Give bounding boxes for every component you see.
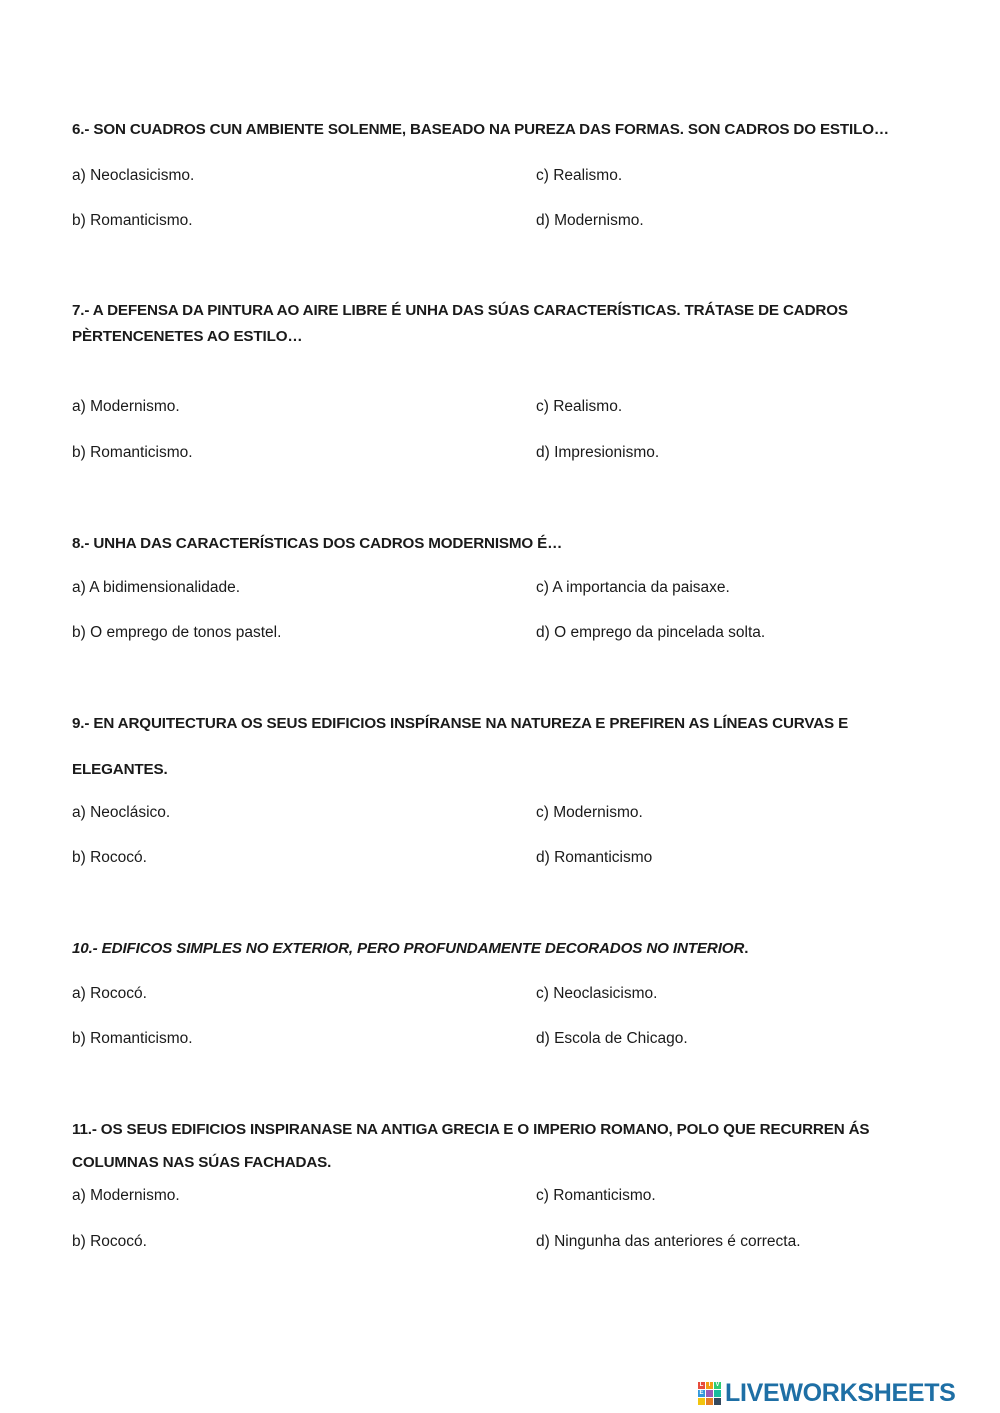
question-6-option-b: b) Romanticismo. [72,212,193,229]
question-8-text: 8.- UNHA DAS CARACTERÍSTICAS DOS CADROS MODERNISMO É… [72,535,563,552]
question-11-option-d: d) Ningunha das anteriores é correcta. [536,1233,801,1250]
question-9-option-c: c) Modernismo. [536,804,643,821]
question-9-option-d: d) Romanticismo [536,849,653,866]
question-11-option-c: c) Romanticismo. [536,1187,656,1204]
question-9-text-line-1: 9.- EN ARQUITECTURA OS SEUS EDIFICIOS INSPÍRANSE NA NATUREZA E PREFIREN AS LÍNEAS CURVAS E [72,715,849,732]
logo-cell: E [699,1389,704,1396]
liveworksheets-logo-text: LIVEWORKSHEETS [725,1378,956,1407]
question-11-text-line-2: COLUMNAS NAS SÚAS FACHADAS. [72,1154,332,1171]
question-6-option-d: d) Modernismo. [536,212,644,229]
question-11-text-line-1: 11.- OS SEUS EDIFICIOS INSPIRANASE NA ANTIGA GRECIA E O IMPERIO ROMANO, POLO QUE RECURREN ÁS [72,1121,870,1138]
question-10-option-d: d) Escola de Chicago. [536,1030,688,1047]
logo-cell: I [706,1382,713,1389]
question-9-option-a: a) Neoclásico. [72,804,171,821]
question-6-option-c: c) Realismo. [536,167,623,184]
question-6-option-a: a) Neoclasicismo. [72,167,195,184]
question-8-option-b: b) O emprego de tonos pastel. [72,624,282,641]
question-8-option-c: c) A importancia da paisaxe. [536,579,730,596]
question-11-option-b: b) Rococó. [72,1233,147,1250]
logo-cell [706,1398,713,1405]
question-7-text-line-2: PÈRTENCENETES AO ESTILO… [72,328,303,345]
question-11-option-a: a) Modernismo. [72,1187,180,1204]
liveworksheets-logo [698,1380,956,1406]
question-7-option-b: b) Romanticismo. [72,444,193,461]
question-7-option-a: a) Modernismo. [72,398,180,415]
logo-cell: V [715,1381,720,1388]
question-6-text: 6.- SON CUADROS CUN AMBIENTE SOLENME, BASEADO NA PUREZA DAS FORMAS. SON CADROS DO ESTILO… [72,121,889,138]
question-8-option-a: a) A bidimensionalidade. [72,579,241,596]
logo-cell: L [699,1381,704,1388]
question-7-option-c: c) Realismo. [536,398,623,415]
logo-cell [714,1390,721,1397]
question-9-option-b: b) Rococó. [72,849,147,866]
logo-cell [714,1398,721,1405]
question-10-period: . [744,940,749,957]
question-7-text-line-1: 7.- A DEFENSA DA PINTURA AO AIRE LIBRE É UNHA DAS SÚAS CARACTERÍSTICAS. TRÁTASE DE CADROS [72,302,848,319]
question-7-option-d: d) Impresionismo. [536,444,660,461]
logo-cell [706,1390,713,1397]
liveworksheets-logo-icon [698,1382,721,1405]
question-8-option-d: d) O emprego da pincelada solta. [536,624,766,641]
question-10-text [72,940,748,957]
question-10-option-b: b) Romanticismo. [72,1030,193,1047]
question-9-text-line-2: ELEGANTES. [72,761,168,778]
question-10-italic-text: 10.- EDIFICOS SIMPLES NO EXTERIOR, PERO PROFUNDAMENTE DECORADOS NO INTERIOR [72,940,745,957]
logo-cell [698,1398,705,1405]
question-10-option-c: c) Neoclasicismo. [536,985,658,1002]
question-10-option-a: a) Rococó. [72,985,147,1002]
